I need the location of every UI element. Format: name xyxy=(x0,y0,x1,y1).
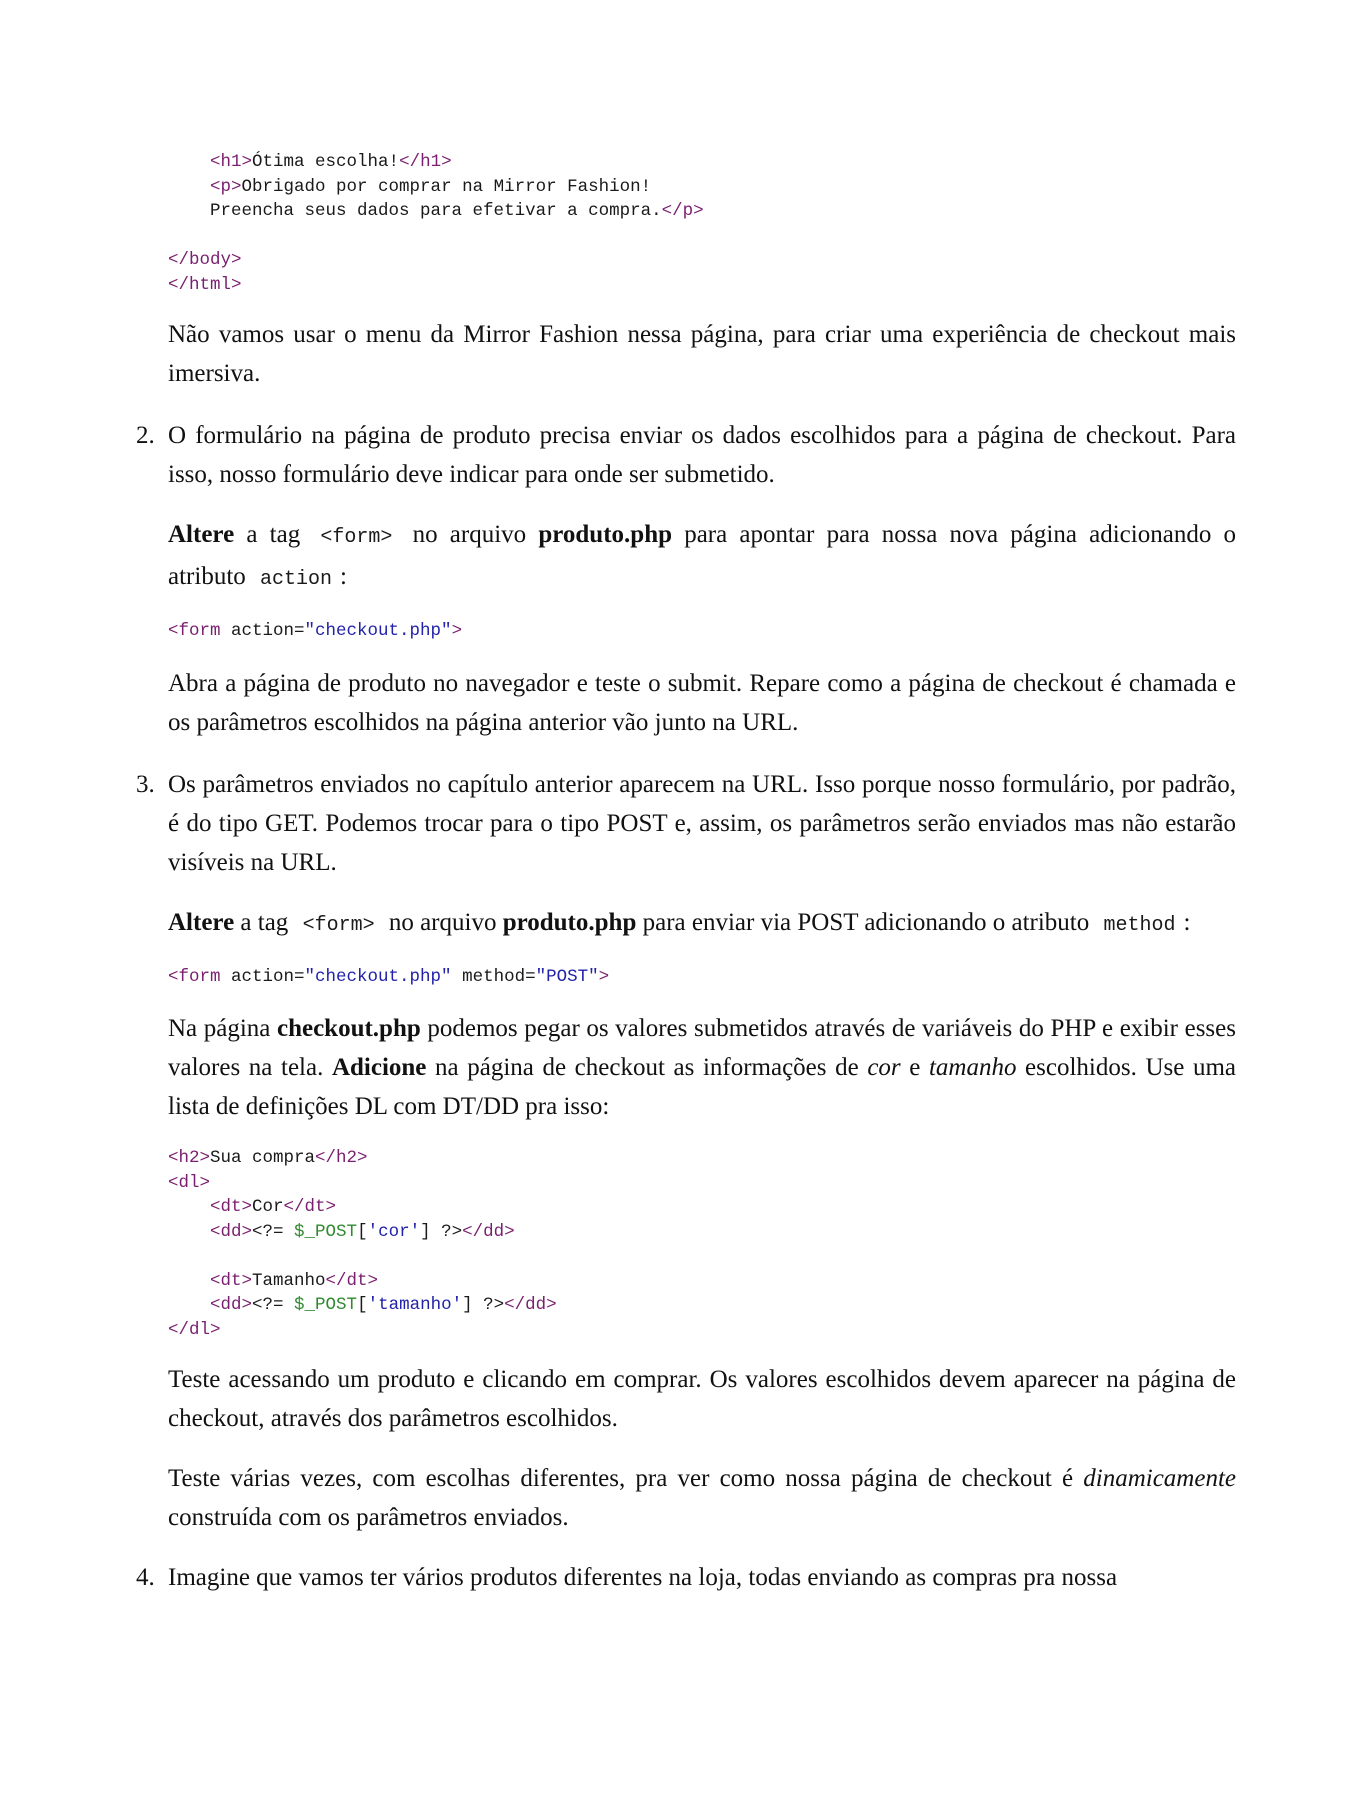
code-block-dl: <h2>Sua compra</h2> <dl> <dt>Cor</dt> <dd><?= $_POST['cor'] ?></dd> <dt>Tamanho</dt> <dd><?= $_POST['tamanho'] ?></dd> </dl> xyxy=(168,1148,557,1340)
inline-code-form: <form> xyxy=(320,526,393,549)
step-3 xyxy=(136,765,1236,1538)
step-2-paragraph-2: Altere a tag <form> no arquivo produto.php para apontar para nossa nova página adicionando o atributo action : xyxy=(168,521,1237,591)
code-block-top: <h1>Ótima escolha!</h1> <p>Obrigado por comprar na Mirror Fashion! Preencha seus dados para efetivar a compra.</p> </body> </html> xyxy=(168,152,704,295)
step-2-paragraph-1: O formulário na página de produto precisa enviar os dados escolhidos para a página de checkout. Para isso, nosso formulário deve indicar para onde ser submetido. xyxy=(168,422,1236,488)
code-block-form-action: <form action="checkout.php"> xyxy=(168,621,463,641)
code-block-form-method: <form action="checkout.php" method="POST"> xyxy=(168,966,610,987)
step-3-paragraph-1: Os parâmetros enviados no capítulo anterior aparecem na URL. Isso porque nosso formulário, por padrão, é do tipo GET. Podemos trocar para o tipo POST e, assim, os parâmetros serão enviados mas não estarão visíveis na URL. xyxy=(168,770,1236,876)
step-3-paragraph-3: Na página checkout.php podemos pegar os valores submetidos através de variáveis do PHP e exibir esses valores na tela. Adicione na página de checkout as informações de cor e tamanho escolhidos. Use uma lista de definições DL com DT/DD pra isso: xyxy=(168,1015,1236,1120)
step-number: 4. xyxy=(136,1564,155,1591)
step-2 xyxy=(136,416,1237,742)
exercise-steps xyxy=(136,416,1237,1597)
inline-code-method: method xyxy=(1103,913,1176,937)
step-3-paragraph-5: Teste várias vezes, com escolhas diferentes, pra ver como nossa página de checkout é dinamicamente construída com os parâmetros enviados. xyxy=(168,1465,1236,1531)
step-number: 3. xyxy=(136,770,155,798)
page-content xyxy=(136,150,1237,1597)
step-number: 2. xyxy=(136,422,155,449)
step-2-paragraph-3: Abra a página de produto no navegador e teste o submit. Repare como a página de checkout é chamada e os parâmetros escolhidos na página anterior vão junto na URL. xyxy=(168,669,1236,736)
step-3-paragraph-2: Altere a tag <form> no arquivo produto.php para enviar via POST adicionando o atributo method : xyxy=(168,908,1191,937)
step-3-paragraph-4: Teste acessando um produto e clicando em comprar. Os valores escolhidos devem aparecer na página de checkout, através dos parâmetros escolhidos. xyxy=(168,1366,1236,1432)
inline-code-action: action xyxy=(260,568,333,591)
step-4-paragraph-1: Imagine que vamos ter vários produtos diferentes na loja, todas enviando as compras pra nossa xyxy=(168,1564,1118,1591)
step-4 xyxy=(136,1558,1236,1597)
inline-code-form: <form> xyxy=(302,913,375,937)
intro-paragraph: Não vamos usar o menu da Mirror Fashion nessa página, para criar uma experiência de checkout mais imersiva. xyxy=(168,321,1236,387)
